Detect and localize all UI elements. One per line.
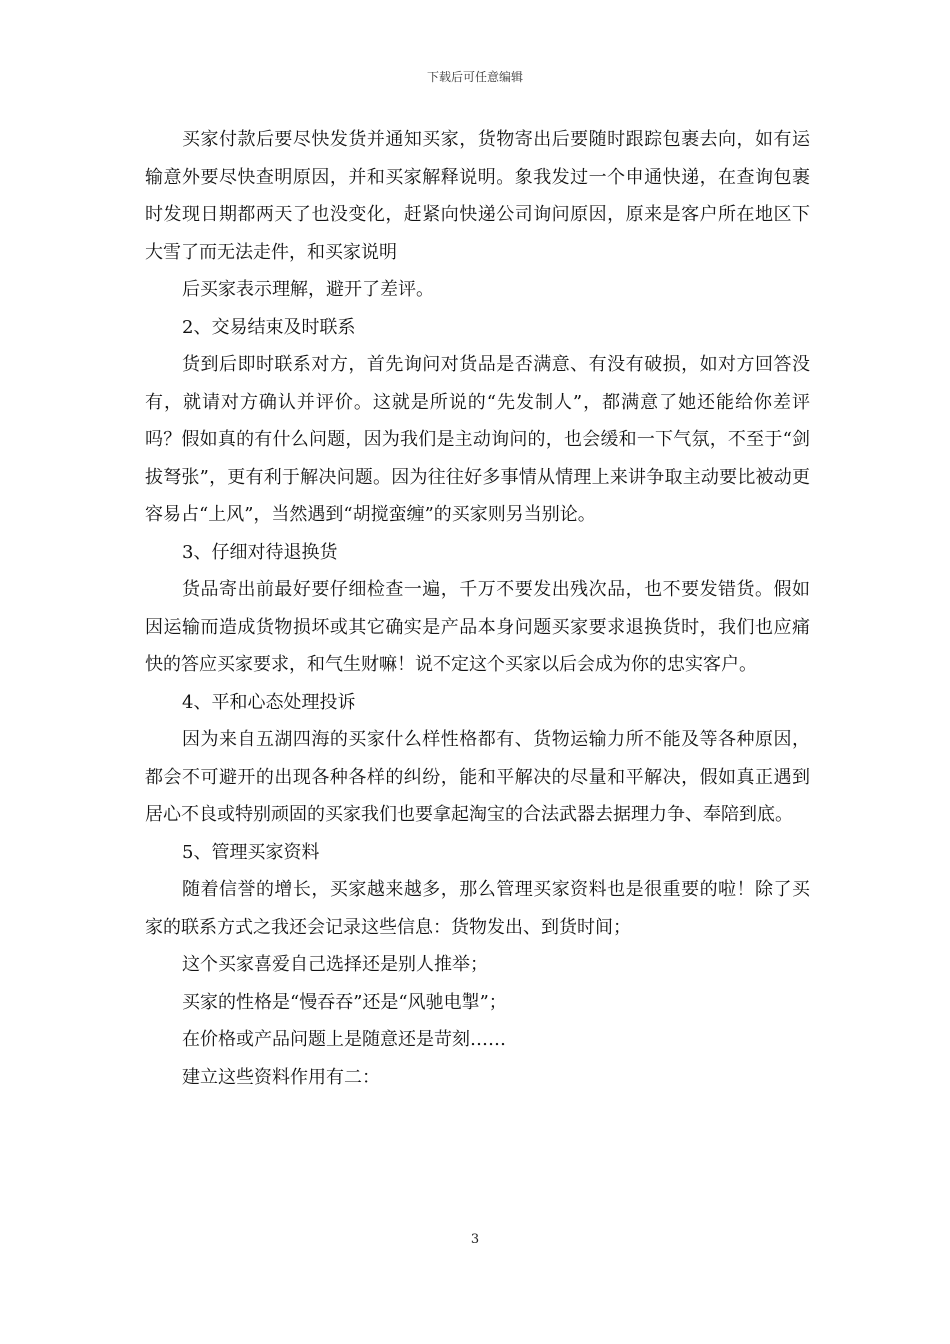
paragraph-shipping-cont: 后买家表示理解，避开了差评。 [182, 279, 434, 300]
section-heading-3: 3、仔细对待退换货 [182, 541, 338, 563]
list-item-price-attitude: 在价格或产品问题上是随意还是苛刻…… [182, 1029, 506, 1050]
list-item-preference: 这个买家喜爱自己选择还是别人推举； [182, 954, 488, 975]
section-heading-5: 5、管理买家资料 [182, 841, 320, 863]
paragraph-records: 随着信誉的增长，买家越来越多，那么管理买家资料也是很重要的啦！除了买家的联系方式之我还会记录这些信息：货物发出、到货时间； [145, 879, 810, 938]
paragraph-returns: 货品寄出前最好要仔细检查一遍，千万不要发出残次品，也不要发错货。假如因运输而造成货物损坏或其它确实是产品本身问题买家要求退换货时，我们也应痛快的答应买家要求，和气生财嘛！说不定这个买家以后会成为你的忠实客户。 [145, 579, 810, 675]
paragraph-complaints: 因为来自五湖四海的买家什么样性格都有、货物运输力所不能及等各种原因，都会不可避开的出现各种各样的纠纷，能和平解决的尽量和平解决，假如真正遇到居心不良或特别顽固的买家我们也要拿起淘宝的合法武器去据理力争、奉陪到底。 [145, 729, 810, 825]
paragraph-purpose: 建立这些资料作用有二： [182, 1066, 380, 1088]
paragraph-shipping: 买家付款后要尽快发货并通知买家，货物寄出后要随时跟踪包裹去向，如有运输意外要尽快查明原因，并和买家解释说明。象我发过一个申通快递，在查询包裹时发现日期都两天了也没变化，赶紧向快递公司询问原因，原来是客户所在地区下大雪了而无法走件，和买家说明 [145, 129, 810, 263]
paragraph-contact: 货到后即时联系对方，首先询问对货品是否满意、有没有破损，如对方回答没有，就请对方确认并评价。这就是所说的“先发制人”，都满意了她还能给你差评吗？假如真的有什么问题，因为我们是主动询问的，也会缓和一下气氛，不至于“剑拔弩张”，更有利于解决问题。因为往往好多事情从情理上来讲争取主动要比被动更容易占“上风”，当然遇到“胡搅蛮缠”的买家则另当别论。 [145, 354, 810, 525]
document-body [145, 121, 810, 1096]
page-number: 3 [470, 1232, 480, 1247]
section-heading-2: 2、交易结束及时联系 [182, 316, 356, 338]
section-heading-4: 4、平和心态处理投诉 [182, 691, 356, 713]
page-header: 下载后可任意编辑 [426, 70, 523, 84]
list-item-personality: 买家的性格是“慢吞吞”还是“风驰电掣”； [182, 991, 507, 1013]
